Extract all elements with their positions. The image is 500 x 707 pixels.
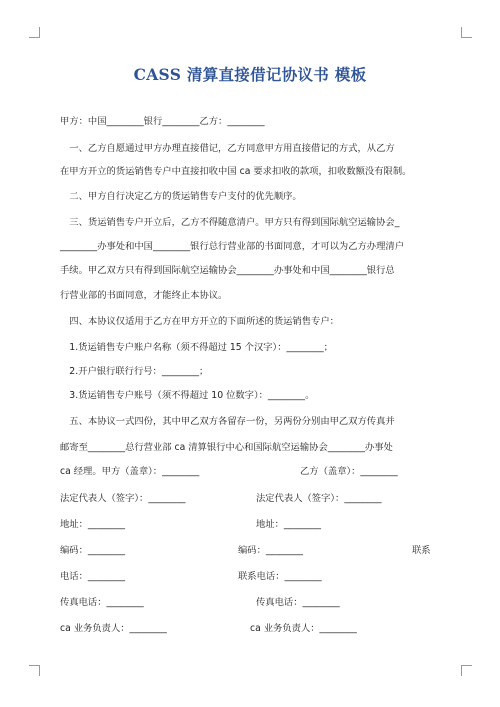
party-a-address: 地址：________ <box>60 519 126 530</box>
page-corner-mark-bottom-left <box>29 665 40 676</box>
page-corner-mark-top-right <box>461 27 472 38</box>
clause-3-line-3: 手续。甲乙双方只有得到国际航空运输协会________办事处和中国________银行总 <box>60 265 395 276</box>
clause-3-line-1: 三、货运销售专户开立后，乙方不得随意清户。甲方只有得到国际航空运输协会_ <box>60 217 400 228</box>
party-b-contact-phone: 联系电话：________ <box>238 571 322 582</box>
party-b-ca-manager: ca 业务负责人：________ <box>250 623 357 634</box>
clause-1-line-2: 在甲方开立的货运销售专户中直接扣收中国 ca 要求扣收的款项，扣收数额没有限制。 <box>60 166 412 177</box>
parties-line: 甲方：中国________银行________乙方：________ <box>60 116 265 127</box>
party-a-legal-rep: 法定代表人（签字）：________ <box>60 493 186 504</box>
party-b-postcode: 编码：________ <box>238 545 304 556</box>
clause-4-item-2: 2.开户银行联行行号：________； <box>60 366 209 377</box>
clause-4: 四、本协议仅适用于乙方在甲方开立的下面所述的货运销售专户： <box>60 316 339 327</box>
clause-3-line-4: 行营业部的书面同意，才能终止本协议。 <box>60 290 228 301</box>
party-a-fax: 传真电话：________ <box>60 597 144 608</box>
party-a-postcode: 编码：________ <box>60 545 126 556</box>
page-corner-mark-top-left <box>29 27 40 38</box>
party-b-seal: 乙方（盖章）：________ <box>300 466 398 477</box>
document-title: CASS 清算直接借记协议书 模板 <box>133 65 367 84</box>
clause-5-line-2: 邮寄至________总行营业部 ca 清算银行中心和国际航空运输协会________办事处 <box>60 442 393 453</box>
clause-4-item-3: 3.货运销售专户账号（须不得超过 10 位数字）：________。 <box>60 390 315 401</box>
clause-4-item-1: 1.货运销售专户账户名称（须不得超过 15 个汉字）：________； <box>60 342 333 353</box>
party-b-fax: 传真电话：________ <box>256 597 340 608</box>
party-a-seal: ca 经理。甲方（盖章）：________ <box>60 466 200 477</box>
party-a-phone: 电话：________ <box>60 571 126 582</box>
clause-2: 二、甲方自行决定乙方的货运销售专户支付的优先顺序。 <box>60 191 302 202</box>
page-corner-mark-bottom-right <box>461 665 472 676</box>
party-a-ca-manager: ca 业务负责人：________ <box>60 623 167 634</box>
clause-3-line-2: ________办事处和中国________银行总行营业部的书面同意，才可以为乙方办理清户 <box>60 241 404 252</box>
contact-word: 联系 <box>412 545 431 556</box>
party-b-address: 地址：________ <box>256 519 322 530</box>
clause-1-line-1: 一、乙方自愿通过甲方办理直接借记，乙方同意甲方用直接借记的方式，从乙方 <box>60 143 395 154</box>
party-b-legal-rep: 法定代表人（签字）：________ <box>256 493 382 504</box>
clause-5-line-1: 五、本协议一式四份，其中甲乙双方各留存一份，另两份分别由甲乙双方传真并 <box>60 416 395 427</box>
